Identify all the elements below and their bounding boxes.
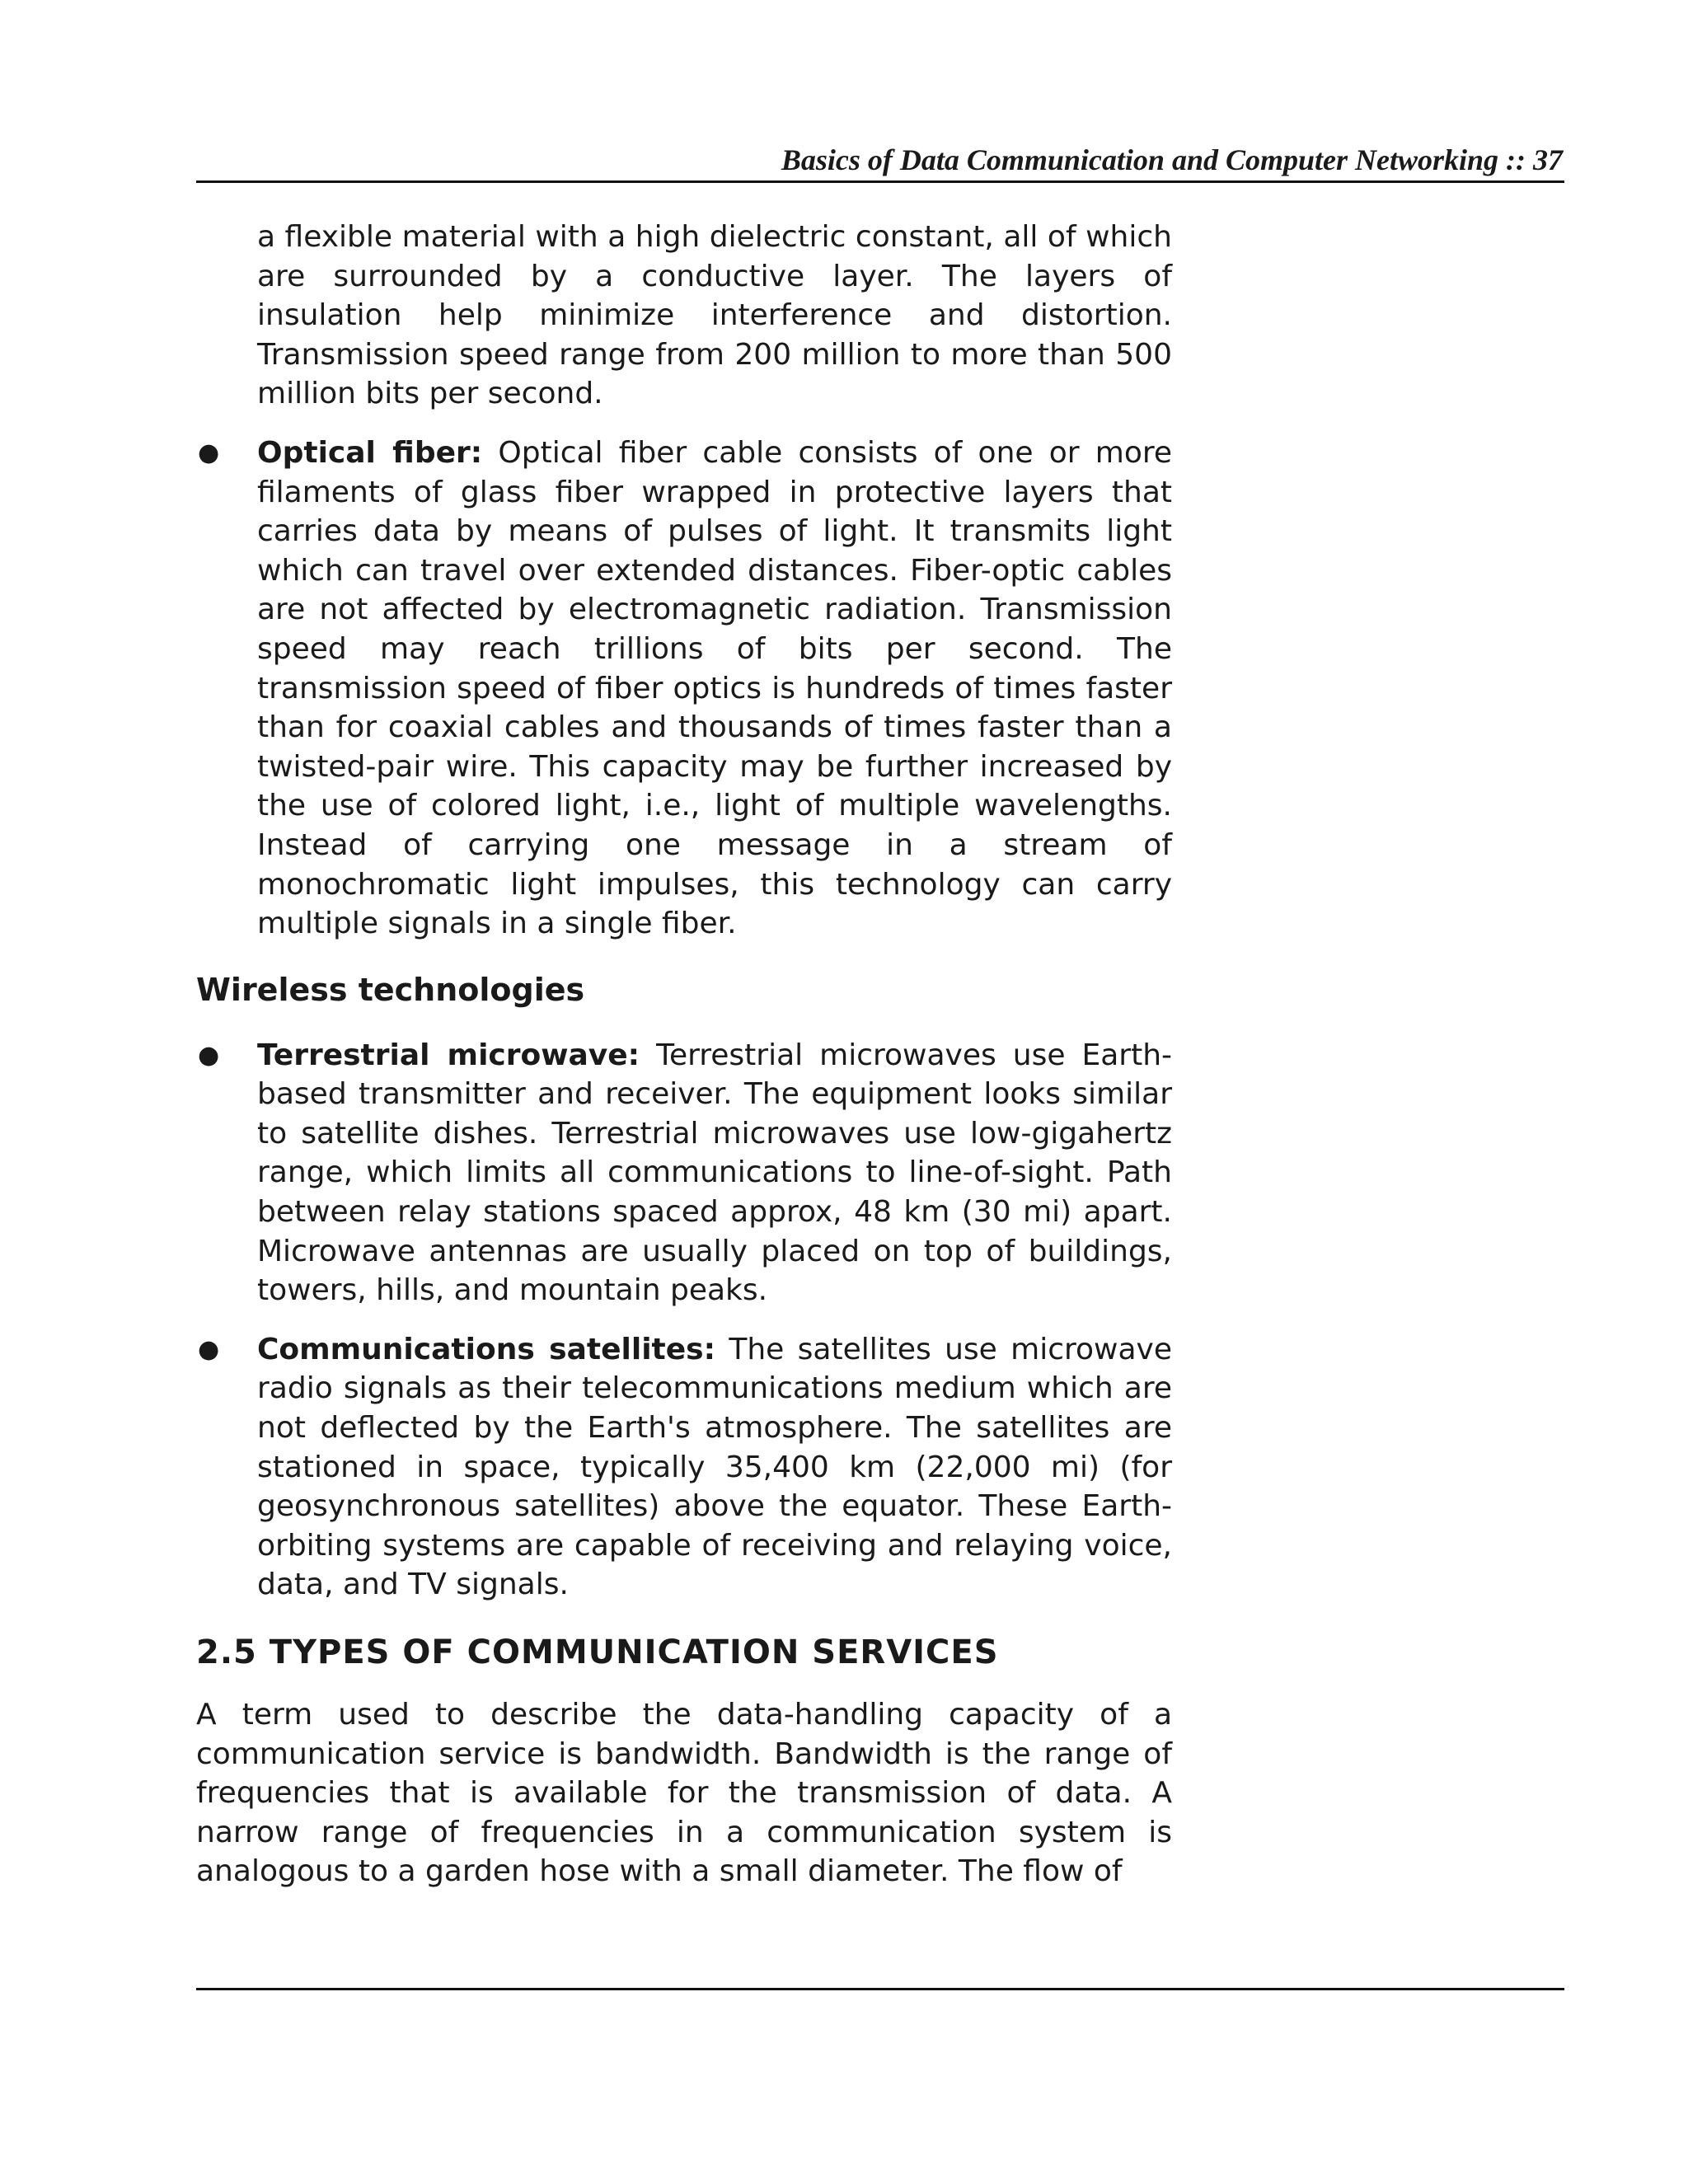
term-communications-satellites: Communications satellites: bbox=[257, 1332, 715, 1366]
section-paragraph: A term used to describe the data-handling capacity of a communication service is bandwidth. Bandwidth is the range of frequencies that is available for the transmission of data. A narrow range of frequencies in a communication system is analogous to a garden hose with a small diameter. The flow of bbox=[196, 1698, 1172, 1889]
text-communications-satellites: The satellites use microwave radio signals as their telecommunications medium which are not deflected by the Earth's atmosphere. The satellites are stationed in space, typically 35,400 km (22,000 mi) (for geosynchronous satellites) above the equator. These Earth-orbiting systems are capable of receiving and relaying voice, data, and TV signals. bbox=[257, 1332, 1172, 1602]
subheading-wireless: Wireless technologies bbox=[196, 971, 585, 1008]
header-rule bbox=[196, 180, 1564, 183]
footer-rule bbox=[196, 1988, 1564, 1990]
page-content bbox=[196, 218, 1172, 1891]
bullet-dot-icon: ● bbox=[198, 438, 220, 467]
term-optical-fiber: Optical fiber: bbox=[257, 435, 483, 470]
bullet-terrestrial-microwave bbox=[196, 1036, 1172, 1310]
section-heading: 2.5 TYPES OF COMMUNICATION SERVICES bbox=[196, 1633, 999, 1671]
text-optical-fiber: Optical fiber cable consists of one or more filaments of glass fiber wrapped in protective layers that carries data by means of pulses of light. It transmits light which can travel over extended distances. Fiber-optic cables are not affected by electromagnetic radiation. Transmission speed may reach trillions of bits per second. The transmission speed of fiber optics is hundreds of times faster than for coaxial cables and thousands of times faster than a twisted-pair wire. This capacity may be further increased by the use of colored light, i.e., light of multiple wavelengths. Instead of carrying one message in a stream of monochromatic light impulses, this technology can carry multiple signals in a single fiber. bbox=[257, 435, 1173, 941]
bullet-dot-icon: ● bbox=[198, 1040, 220, 1070]
term-terrestrial-microwave: Terrestrial microwave: bbox=[257, 1038, 640, 1072]
intro-paragraph: a flexible material with a high dielectric constant, all of which are surrounded by a conductive layer. The layers of insulation help minimize interference and distortion. Transmission speed range from 200 million to more than 500 million bits per second. bbox=[257, 220, 1172, 411]
bullet-communications-satellites bbox=[196, 1330, 1172, 1605]
bullet-optical-fiber bbox=[196, 434, 1172, 944]
bullet-dot-icon: ● bbox=[198, 1334, 220, 1364]
running-header: Basics of Data Communication and Computer Networking :: 37 bbox=[781, 143, 1563, 176]
text-terrestrial-microwave: Terrestrial microwaves use Earth-based transmitter and receiver. The equipment looks similar to satellite dishes. Terrestrial microwaves use low-gigahertz range, which limits all communications to line-of-sight. Path between relay stations spaced approx, 48 km (30 mi) apart. Microwave antennas are usually placed on top of buildings, towers, hills, and mountain peaks. bbox=[257, 1038, 1172, 1308]
